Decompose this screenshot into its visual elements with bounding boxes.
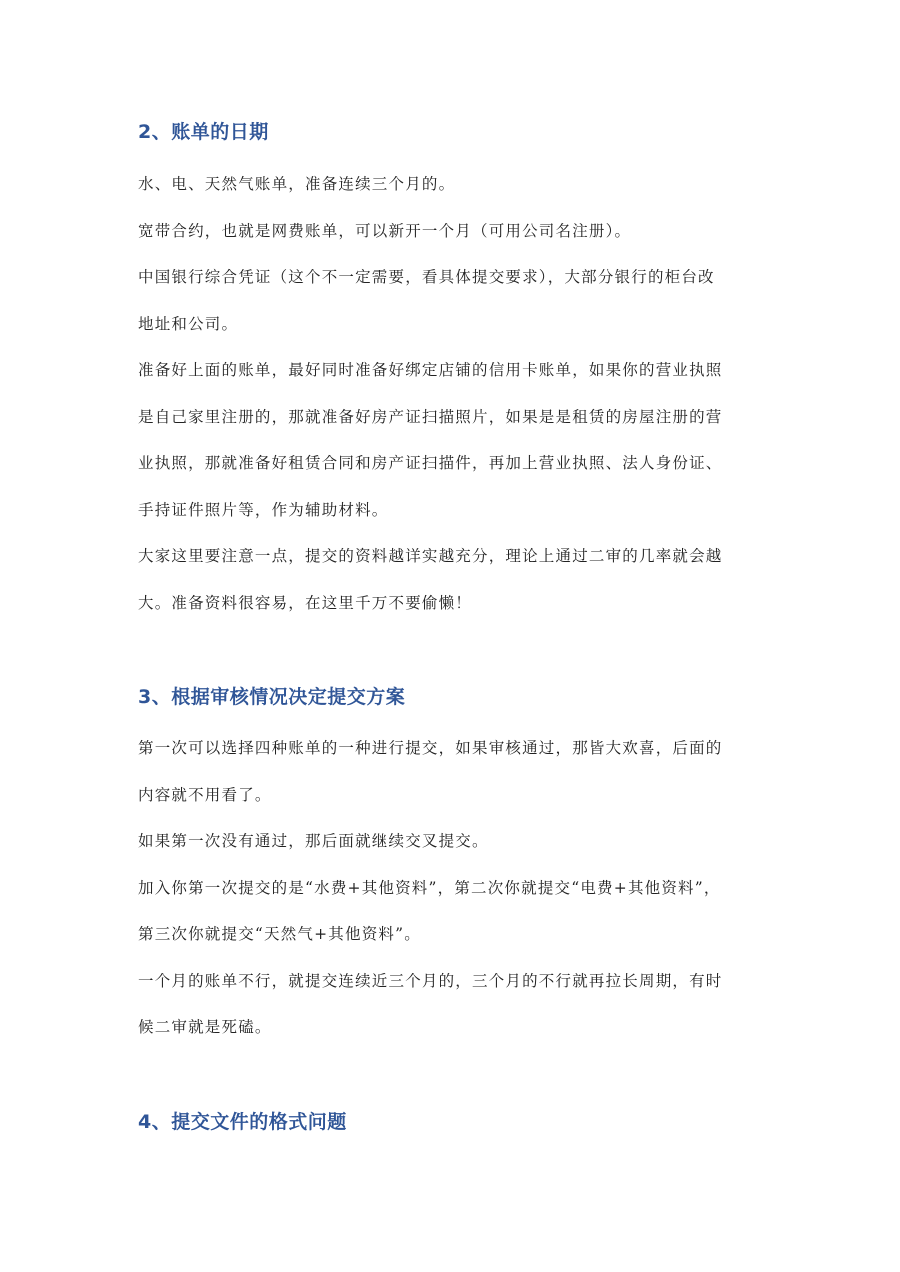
paragraph-line: 加入你第一次提交的是“水费+其他资料”，第二次你就提交“电费+其他资料”，: [138, 878, 721, 897]
paragraph-line: 水、电、天然气账单，准备连续三个月的。: [138, 175, 456, 193]
section-body: [138, 161, 778, 626]
paragraph-line: 准备好上面的账单，最好同时准备好绑定店铺的信用卡账单，如果你的营业执照: [138, 361, 723, 379]
paragraph-line: 地址和公司。: [138, 314, 239, 333]
paragraph-line: 一个月的账单不行，就提交连续近三个月的，三个月的不行就再拉长周期，有时: [138, 971, 723, 990]
paragraph-line: 中国银行综合凭证（这个不一定需要，看具体提交要求），大部分银行的柜台改: [138, 268, 715, 286]
section-submission-plan: [138, 683, 778, 1051]
paragraph-line: 如果第一次没有通过，那后面就继续交叉提交。: [138, 832, 489, 850]
section-bill-dates: [138, 118, 778, 626]
section-heading: 4、提交文件的格式问题: [138, 1111, 347, 1133]
paragraph-line: 业执照，那就准备好租赁合同和房产证扫描件，再加上营业执照、法人身份证、: [138, 454, 723, 472]
section-heading: 2、账单的日期: [138, 121, 269, 143]
paragraph-line: 大家这里要注意一点，提交的资料越详实越充分，理论上通过二审的几率就会越: [138, 547, 723, 565]
paragraph-line: 宽带合约，也就是网费账单，可以新开一个月（可用公司名注册）。: [138, 221, 632, 240]
paragraph-line: 第一次可以选择四种账单的一种进行提交，如果审核通过，那皆大欢喜，后面的: [138, 739, 723, 757]
section-body: [138, 725, 778, 1051]
section-file-format: [138, 1108, 778, 1136]
paragraph-line: 内容就不用看了。: [138, 785, 272, 804]
section-heading: 3、根据审核情况决定提交方案: [138, 686, 406, 708]
paragraph-line: 候二审就是死磕。: [138, 1018, 272, 1036]
paragraph-line: 手持证件照片等，作为辅助材料。: [138, 500, 389, 519]
paragraph-line: 大。准备资料很容易，在这里千万不要偷懒！: [138, 593, 473, 612]
paragraph-line: 第三次你就提交“天然气+其他资料”。: [138, 925, 421, 943]
paragraph-line: 是自己家里注册的，那就准备好房产证扫描照片，如果是是租赁的房屋注册的营: [138, 407, 723, 426]
